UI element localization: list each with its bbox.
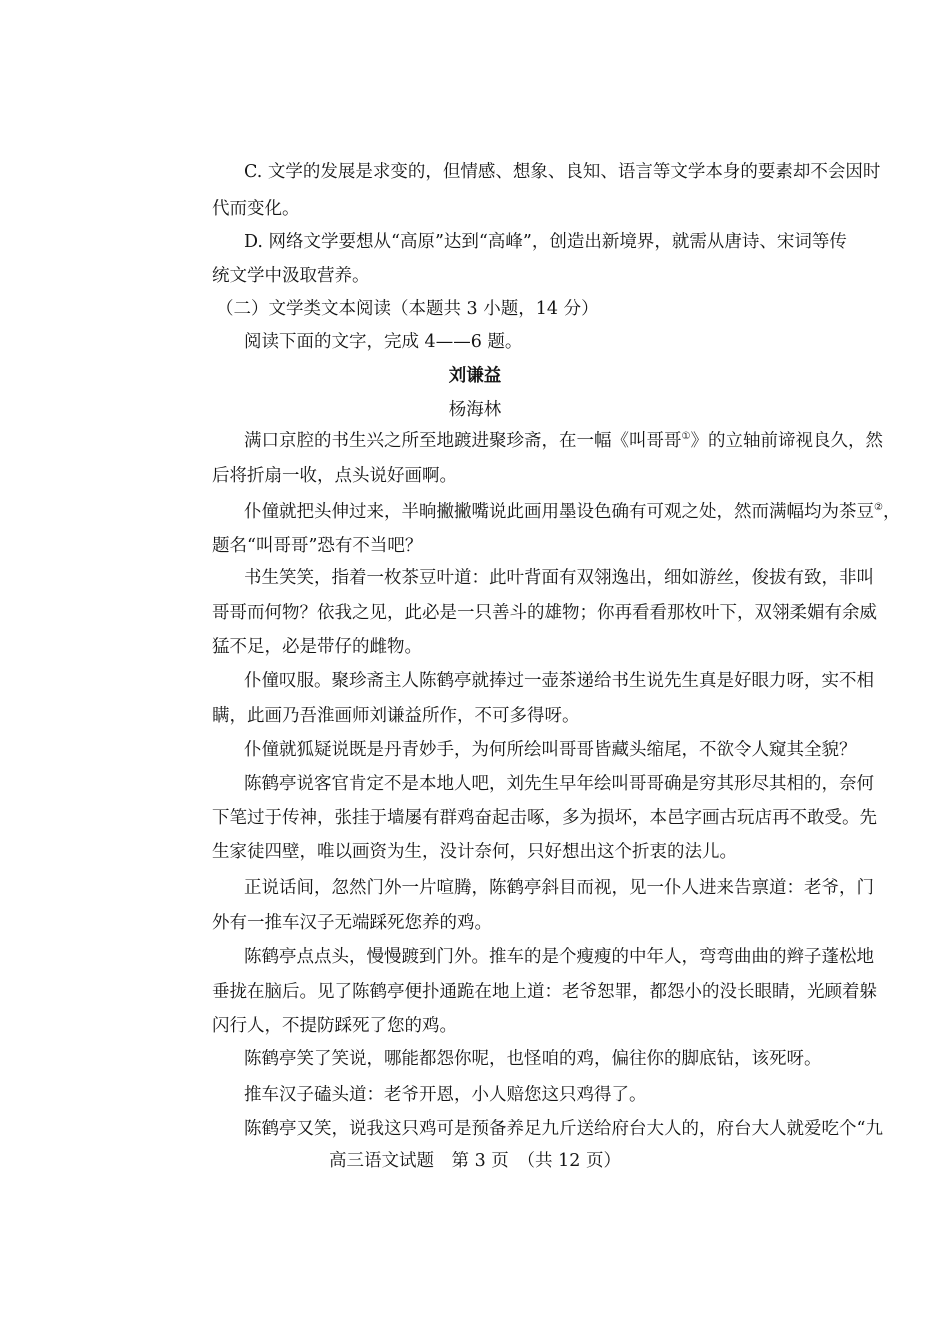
- story-line: 陈鹤亭说客官肯定不是本地人吧，刘先生早年绘叫哥哥确是穷其形尽其相的，奈何: [244, 774, 874, 794]
- story-line: 满口京腔的书生兴之所至地踱进聚珍斋，在一幅《叫哥哥①》的立轴前谛视良久，然: [244, 431, 883, 451]
- story-line: 猛不足，必是带仔的雌物。: [212, 637, 422, 657]
- footnote-marker: ②: [874, 502, 883, 514]
- story-line: 正说话间，忽然门外一片喧腾，陈鹤亭斜目而视，见一仆人进来告禀道：老爷，门: [244, 878, 874, 898]
- story-line: 闪行人，不提防踩死了您的鸡。: [212, 1016, 457, 1036]
- reading-instruction: 阅读下面的文字，完成 4——6 题。: [244, 332, 523, 352]
- section-heading: （二）文学类文本阅读（本题共 3 小题，14 分）: [216, 299, 599, 319]
- footnote-marker: ①: [681, 431, 691, 443]
- page-footer: 高三语文试题 第 3 页 （共 12 页）: [329, 1151, 621, 1171]
- story-line: 陈鹤亭点点头，慢慢踱到门外。推车的是个瘦瘦的中年人，弯弯曲曲的辫子蓬松地: [244, 947, 874, 967]
- story-line: 仆僮就狐疑说既是丹青妙手，为何所绘叫哥哥皆藏头缩尾，不欲令人窥其全貌？: [244, 740, 857, 760]
- option-c-line-2: 代而变化。: [212, 199, 300, 219]
- story-line: 外有一推车汉子无端踩死您养的鸡。: [212, 913, 492, 933]
- story-line: 哥哥而何物？依我之见，此必是一只善斗的雄物；你再看看那枚叶下，双翎柔媚有余威: [212, 603, 877, 623]
- option-d-line-2: 统文学中汲取营养。: [212, 266, 370, 286]
- story-line: 推车汉子磕头道：老爷开恩，小人赔您这只鸡得了。: [244, 1085, 647, 1105]
- story-line: 瞒，此画乃吾淮画师刘谦益所作，不可多得呀。: [212, 706, 580, 726]
- story-line: 题名“叫哥哥”恐有不当吧？: [212, 536, 423, 556]
- story-line: 陈鹤亭又笑，说我这只鸡可是预备养足九斤送给府台大人的，府台大人就爱吃个“九: [244, 1119, 883, 1139]
- story-line: 下笔过于传神，张挂于墙屡有群鸡奋起击啄，多为损坏，本邑字画古玩店再不敢受。先: [212, 808, 877, 828]
- story-line: 生家徒四壁，唯以画资为生，没计奈何，只好想出这个折衷的法儿。: [212, 842, 737, 862]
- option-c-line-1: C. 文学的发展是求变的，但情感、想象、良知、语言等文学本身的要素却不会因时: [244, 162, 881, 182]
- story-line: 陈鹤亭笑了笑说，哪能都怨你呢，也怪咱的鸡，偏往你的脚底钻，该死呀。: [244, 1049, 822, 1069]
- story-line: 垂拢在脑后。见了陈鹤亭便扑通跪在地上道：老爷恕罪，都怨小的没长眼睛，光顾着躲: [212, 982, 877, 1002]
- story-line: 仆僮就把头伸过来，半晌撇撇嘴说此画用墨设色确有可观之处，然而满幅均为茶豆②，: [244, 502, 901, 522]
- story-line: 书生笑笑，指着一枚茶豆叶道：此叶背面有双翎逸出，细如游丝，俊拔有致，非叫: [244, 568, 874, 588]
- story-line: 后将折扇一收，点头说好画啊。: [212, 466, 457, 486]
- story-title: 刘谦益: [448, 366, 502, 386]
- option-d-line-1: D. 网络文学要想从“高原”达到“高峰”，创造出新境界，就需从唐诗、宋词等传: [244, 232, 847, 252]
- story-line: 仆僮叹服。聚珍斋主人陈鹤亭就捧过一壶茶递给书生说先生真是好眼力呀，实不相: [244, 671, 874, 691]
- story-author: 杨海林: [448, 400, 502, 420]
